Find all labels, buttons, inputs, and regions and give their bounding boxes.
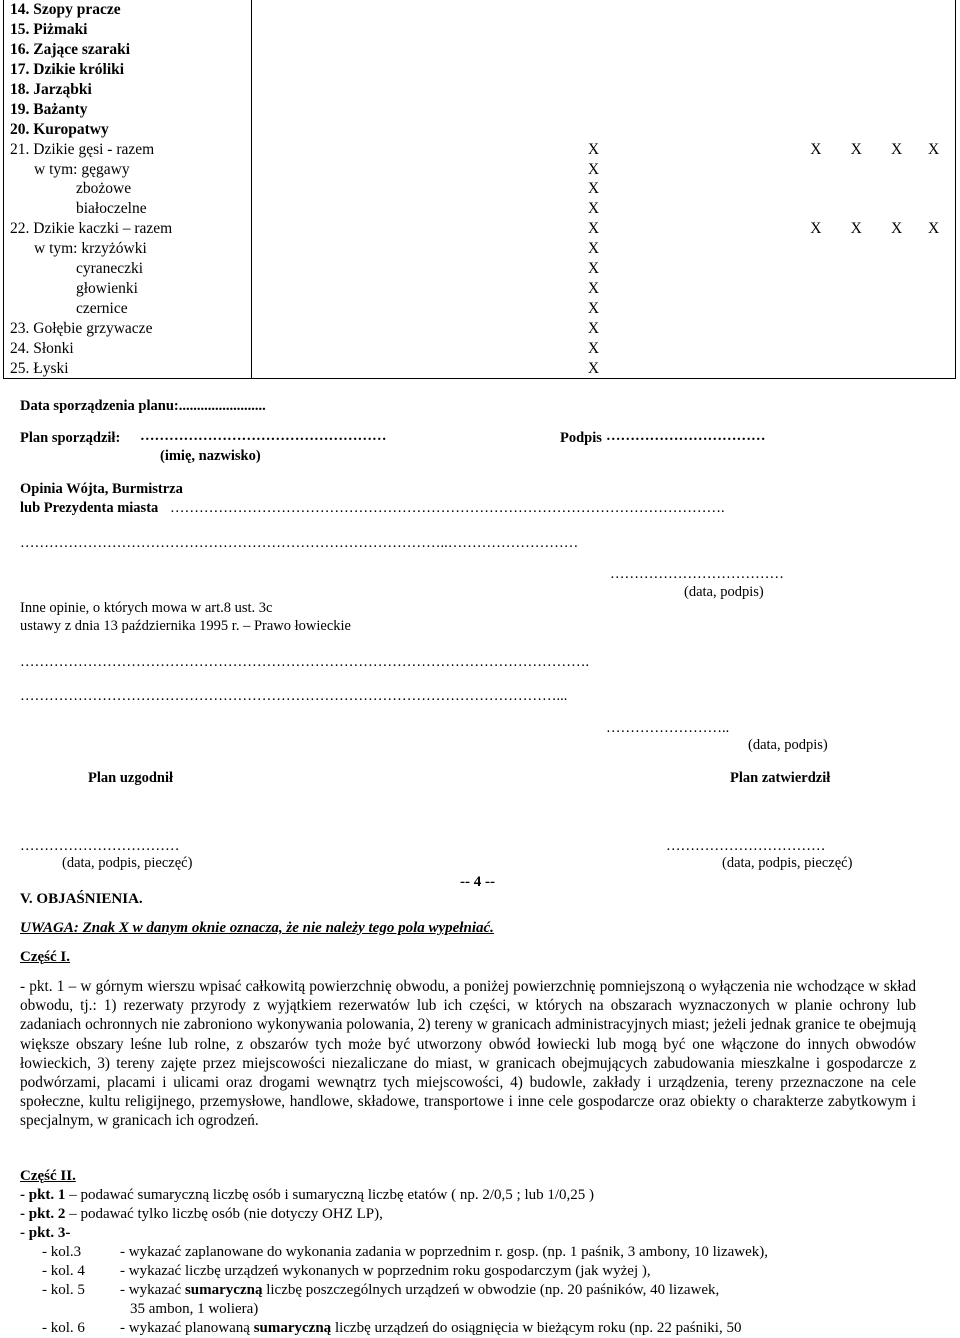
table-cell[interactable] xyxy=(851,298,891,318)
table-cell[interactable] xyxy=(810,239,850,259)
approved-dots[interactable]: …………………………… xyxy=(666,838,826,854)
kol5-cont: 35 ambon, 1 woliera) xyxy=(130,1301,259,1317)
table-cell[interactable] xyxy=(851,60,891,80)
table-cell[interactable] xyxy=(928,239,956,259)
row-label: 19. Bażanty xyxy=(4,99,252,119)
table-cell[interactable] xyxy=(851,239,891,259)
table-cell[interactable] xyxy=(928,40,956,60)
table-cell[interactable] xyxy=(810,318,850,338)
table-row xyxy=(4,99,956,119)
table-cell: X xyxy=(587,279,600,297)
table-row xyxy=(4,80,956,100)
kol6-text-b: liczbę urządzeń do osiągnięcia w bieżącym roku (np. 22 paśniki, 50 xyxy=(331,1320,742,1336)
table-row xyxy=(4,298,956,318)
table-cell[interactable] xyxy=(851,318,891,338)
row-label: 24. Słonki xyxy=(4,338,252,358)
table-cell[interactable] xyxy=(599,259,810,279)
table-cell[interactable] xyxy=(810,0,850,20)
row-label: zbożowe xyxy=(4,179,252,199)
table-cell[interactable] xyxy=(928,60,956,80)
table-cell[interactable] xyxy=(599,99,810,119)
kol5-bold: sumaryczną xyxy=(184,1282,263,1298)
table-cell[interactable] xyxy=(251,0,599,20)
table-cell[interactable] xyxy=(928,179,956,199)
table-cell[interactable] xyxy=(599,318,810,338)
pkt3-label: - pkt. 3- xyxy=(20,1225,71,1241)
table-cell[interactable] xyxy=(891,119,928,139)
row-label: 25. Łyski xyxy=(4,358,252,378)
table-cell[interactable] xyxy=(891,40,928,60)
kol6-text-a: - wykazać planowaną xyxy=(120,1320,254,1336)
table-row xyxy=(4,358,956,378)
table-cell[interactable] xyxy=(928,80,956,100)
table-cell[interactable] xyxy=(928,99,956,119)
table-cell[interactable] xyxy=(599,40,810,60)
pkt1-text: – podawać sumaryczną liczbę osób i sumaryczną liczbę etatów ( np. 2/0,5 ; lub 1/0,25 ) xyxy=(65,1187,595,1203)
table-cell: X xyxy=(587,160,600,178)
opinion-line1: Opinia Wójta, Burmistrza xyxy=(20,481,183,497)
table-cell: X xyxy=(810,140,822,158)
table-cell[interactable] xyxy=(891,338,928,358)
table-cell[interactable] xyxy=(851,0,891,20)
kol6-label: - kol. 6 xyxy=(42,1320,85,1336)
date-dots-2[interactable]: …………………….. xyxy=(606,720,730,736)
table-cell[interactable] xyxy=(851,199,891,219)
approved-sign: (data, podpis, pieczęć) xyxy=(722,855,853,871)
table-cell[interactable] xyxy=(851,80,891,100)
table-cell[interactable] xyxy=(928,278,956,298)
prepared-by-dots[interactable]: …………………………………………… xyxy=(140,428,387,444)
table-cell: X xyxy=(850,220,862,238)
table-cell[interactable] xyxy=(599,298,810,318)
table-cell[interactable] xyxy=(810,338,850,358)
date-sign-2: (data, podpis) xyxy=(748,737,828,753)
table-cell[interactable] xyxy=(810,199,850,219)
table-cell[interactable] xyxy=(891,239,928,259)
agreed-dots[interactable]: …………………………… xyxy=(20,838,180,854)
table-cell[interactable] xyxy=(810,278,850,298)
table-cell[interactable] xyxy=(851,40,891,60)
table-cell[interactable] xyxy=(928,259,956,279)
table-cell[interactable] xyxy=(810,179,850,199)
table-row xyxy=(4,278,956,298)
pkt2-label: - pkt. 2 xyxy=(20,1206,66,1222)
kol5-text-a: - wykazać xyxy=(120,1282,185,1298)
table-cell[interactable] xyxy=(810,298,850,318)
table-row xyxy=(4,119,956,139)
table-cell[interactable] xyxy=(891,199,928,219)
table-cell[interactable] xyxy=(251,80,599,100)
other-opinions-line1: Inne opinie, o których mowa w art.8 ust. 3c xyxy=(20,600,273,616)
table-cell[interactable] xyxy=(810,99,850,119)
name-hint: (imię, nazwisko) xyxy=(160,448,261,464)
table-cell[interactable] xyxy=(928,199,956,219)
row-label: 18. Jarząbki xyxy=(4,80,252,100)
table-cell[interactable] xyxy=(891,318,928,338)
table-cell: X xyxy=(587,299,600,317)
row-label: 22. Dzikie kaczki – razem xyxy=(4,219,252,239)
table-cell[interactable] xyxy=(891,80,928,100)
row-label: czernice xyxy=(4,298,252,318)
table-cell[interactable] xyxy=(851,278,891,298)
table-cell[interactable] xyxy=(599,139,810,159)
table-cell: X xyxy=(587,240,600,258)
table-cell: X xyxy=(587,260,600,278)
opinion-dots2[interactable]: ……………………………………………………………………………..……………………… xyxy=(20,535,579,551)
table-row xyxy=(4,338,956,358)
row-label: 14. Szopy pracze xyxy=(4,0,252,20)
table-cell[interactable] xyxy=(251,20,599,40)
table-cell[interactable] xyxy=(599,159,810,179)
kol5-label: - kol. 5 xyxy=(42,1282,85,1298)
row-label: 17. Dzikie króliki xyxy=(4,60,252,80)
table-cell: X xyxy=(587,220,600,238)
table-cell: X xyxy=(587,319,600,337)
plan-agreed-label: Plan uzgodnił xyxy=(88,770,174,786)
table-cell[interactable] xyxy=(891,99,928,119)
table-cell: X xyxy=(587,359,600,377)
table-cell: X xyxy=(928,140,940,158)
table-cell[interactable] xyxy=(891,278,928,298)
row-label: w tym: gęgawy xyxy=(4,159,252,179)
table-cell[interactable] xyxy=(810,80,850,100)
signature-label: Podpis xyxy=(560,430,602,446)
table-row xyxy=(4,159,956,179)
table-cell[interactable] xyxy=(851,358,891,378)
page-number: -- 4 -- xyxy=(460,874,495,890)
table-cell[interactable] xyxy=(599,278,810,298)
table-cell: X xyxy=(890,220,903,238)
table-cell[interactable] xyxy=(891,298,928,318)
row-label: 21. Dzikie gęsi - razem xyxy=(4,139,252,159)
table-cell[interactable] xyxy=(599,219,810,239)
table-cell[interactable] xyxy=(851,259,891,279)
table-cell[interactable] xyxy=(928,298,956,318)
table-cell[interactable] xyxy=(891,60,928,80)
kol4-text: - wykazać liczbę urządzeń wykonanych w poprzednim roku gospodarczym (jak wyżej ), xyxy=(120,1263,651,1279)
table-cell: X xyxy=(587,180,600,198)
row-label: 23. Gołębie grzywacze xyxy=(4,318,252,338)
part2-title: Część II. xyxy=(20,1168,76,1184)
table-cell[interactable] xyxy=(851,119,891,139)
game-plan-table xyxy=(3,0,956,379)
table-cell[interactable] xyxy=(599,60,810,80)
table-cell[interactable] xyxy=(599,179,810,199)
date-prepared-label: Data sporządzenia planu:........................ xyxy=(20,398,266,414)
table-cell[interactable] xyxy=(851,159,891,179)
table-cell[interactable] xyxy=(251,60,599,80)
table-cell[interactable] xyxy=(599,0,810,20)
kol4-label: - kol. 4 xyxy=(42,1263,85,1279)
table-cell[interactable] xyxy=(599,338,810,358)
kol5-text xyxy=(120,1282,719,1299)
table-cell: X xyxy=(810,220,822,238)
part1-title: Część I. xyxy=(20,949,70,965)
table-cell[interactable] xyxy=(928,358,956,378)
table-row xyxy=(4,60,956,80)
part1-text: - pkt. 1 – w górnym wierszu wpisać całkowitą powierzchnię obwodu, a poniżej powierzchnię pomniejszoną o wyłączenia nie wchodzące w skład obwodu, tj.: 1) rezerwaty przyrody z wyjątkiem rezerwatów lub ich części, w których na obszarach wyznaczonych w planie ochrony lub zadaniach ochronnych nie zabroniono wykonywania polowania, 2) tereny w granicach administracyjnych miast; jeżeli jednak granice te obejmują większe obszary leśne lub rolne, z obszarów tych może być utworzony obwód łowiecki lub mogą być one włączone do innych obwodów łowieckich, 3) tereny zajęte przez miejscowości niezaliczane do miast, w granicach obejmujących zabudowania mieszkalne i gospodarcze z podwórzami, placami i ulicami oraz drogami wewnątrz tych miejscowości, 4) budowle, zakłady i urządzenia, tereny przeznaczone na cele społeczne, kultu religijnego, przemysłowe, handlowe, składowe, transportowe i inne cele gospodarcze oraz obiekty o charakterze zabytkowym i specjalnym, w granicach ich ogrodzeń. xyxy=(20,978,916,1130)
table-cell[interactable] xyxy=(928,318,956,338)
row-label: 16. Zające szaraki xyxy=(4,40,252,60)
table-cell[interactable] xyxy=(810,358,850,378)
other-dots1[interactable]: ………………………………………………………………………………………………………. xyxy=(20,654,590,670)
row-label: głowienki xyxy=(4,278,252,298)
table-cell[interactable] xyxy=(251,40,599,60)
table-cell[interactable] xyxy=(599,199,810,219)
table-cell[interactable] xyxy=(599,119,810,139)
kol3-label: - kol.3 xyxy=(42,1244,82,1260)
row-label: 20. Kuropatwy xyxy=(4,119,252,139)
table-cell[interactable] xyxy=(810,119,850,139)
note: UWAGA: Znak X w danym oknie oznacza, że nie należy tego pola wypełniać. xyxy=(20,920,494,936)
plan-approved-label: Plan zatwierdził xyxy=(730,770,831,786)
table-cell[interactable] xyxy=(891,259,928,279)
table-cell[interactable] xyxy=(928,0,956,20)
kol5-text-b: liczbę poszczególnych urządzeń w obwodzie (np. 20 paśników, 40 lizawek, xyxy=(262,1282,720,1298)
opinion-dots1[interactable]: ……………………………………………………………………………………………………. xyxy=(170,500,725,516)
pkt2-text: – podawać tylko liczbę osób (nie dotyczy OHZ LP), xyxy=(65,1206,383,1222)
table-row xyxy=(4,239,956,259)
table-cell[interactable] xyxy=(891,0,928,20)
table-row xyxy=(4,179,956,199)
date-sign-1: (data, podpis) xyxy=(684,584,764,600)
table-row xyxy=(4,219,956,239)
pkt2-line xyxy=(20,1206,383,1223)
table-cell[interactable] xyxy=(599,80,810,100)
table-cell: X xyxy=(587,200,600,218)
pkt1-label: - pkt. 1 xyxy=(20,1187,66,1203)
opinion-line2: lub Prezydenta miasta xyxy=(20,500,159,516)
table-row xyxy=(4,0,956,20)
table-cell[interactable] xyxy=(599,239,810,259)
table-cell[interactable] xyxy=(928,119,956,139)
date-dots-1[interactable]: ……………………………… xyxy=(610,566,784,582)
table-cell: X xyxy=(587,339,600,357)
kol6-bold: sumaryczną xyxy=(253,1320,332,1336)
table-cell[interactable] xyxy=(810,20,850,40)
table-cell[interactable] xyxy=(928,20,956,40)
table-row xyxy=(4,20,956,40)
row-label: w tym: krzyżówki xyxy=(4,239,252,259)
table-cell[interactable] xyxy=(851,20,891,40)
table-row xyxy=(4,259,956,279)
agreed-sign: (data, podpis, pieczęć) xyxy=(62,855,193,871)
table-row xyxy=(4,139,956,159)
row-label: białoczelne xyxy=(4,199,252,219)
table-cell[interactable] xyxy=(851,179,891,199)
table-cell: X xyxy=(928,220,940,238)
table-row xyxy=(4,318,956,338)
table-cell[interactable] xyxy=(810,159,850,179)
table-cell[interactable] xyxy=(810,60,850,80)
table-cell[interactable] xyxy=(251,99,599,119)
table-cell: X xyxy=(850,140,862,158)
pkt1-line xyxy=(20,1187,594,1204)
table-cell[interactable] xyxy=(891,159,928,179)
table-cell[interactable] xyxy=(810,259,850,279)
table-cell[interactable] xyxy=(599,358,810,378)
table-cell[interactable] xyxy=(599,20,810,40)
table-row xyxy=(4,40,956,60)
prepared-by-label: Plan sporządził: xyxy=(20,430,121,446)
table-cell[interactable] xyxy=(851,338,891,358)
row-label: cyraneczki xyxy=(4,259,252,279)
table-cell: X xyxy=(587,140,600,158)
other-opinions-line2: ustawy z dnia 13 października 1995 r. – Prawo łowieckie xyxy=(20,618,351,634)
section-heading: V. OBJAŚNIENIA. xyxy=(20,891,143,907)
signature-dots[interactable]: …………………………… xyxy=(606,428,766,444)
table-cell: X xyxy=(890,140,903,158)
table-cell[interactable] xyxy=(928,159,956,179)
table-cell[interactable] xyxy=(851,99,891,119)
table-row xyxy=(4,199,956,219)
table-cell[interactable] xyxy=(891,20,928,40)
row-label: 15. Piżmaki xyxy=(4,20,252,40)
table-cell[interactable] xyxy=(810,40,850,60)
table-cell[interactable] xyxy=(891,179,928,199)
kol6-text xyxy=(120,1320,741,1337)
table-cell[interactable] xyxy=(891,358,928,378)
other-dots2[interactable]: …………………………………………………………………………………………………... xyxy=(20,688,568,704)
table-cell[interactable] xyxy=(928,338,956,358)
table-cell[interactable] xyxy=(251,119,599,139)
kol3-text: - wykazać zaplanowane do wykonania zadania w poprzednim r. gosp. (np. 1 paśnik, 3 ambony, 10 lizawek), xyxy=(120,1244,768,1260)
